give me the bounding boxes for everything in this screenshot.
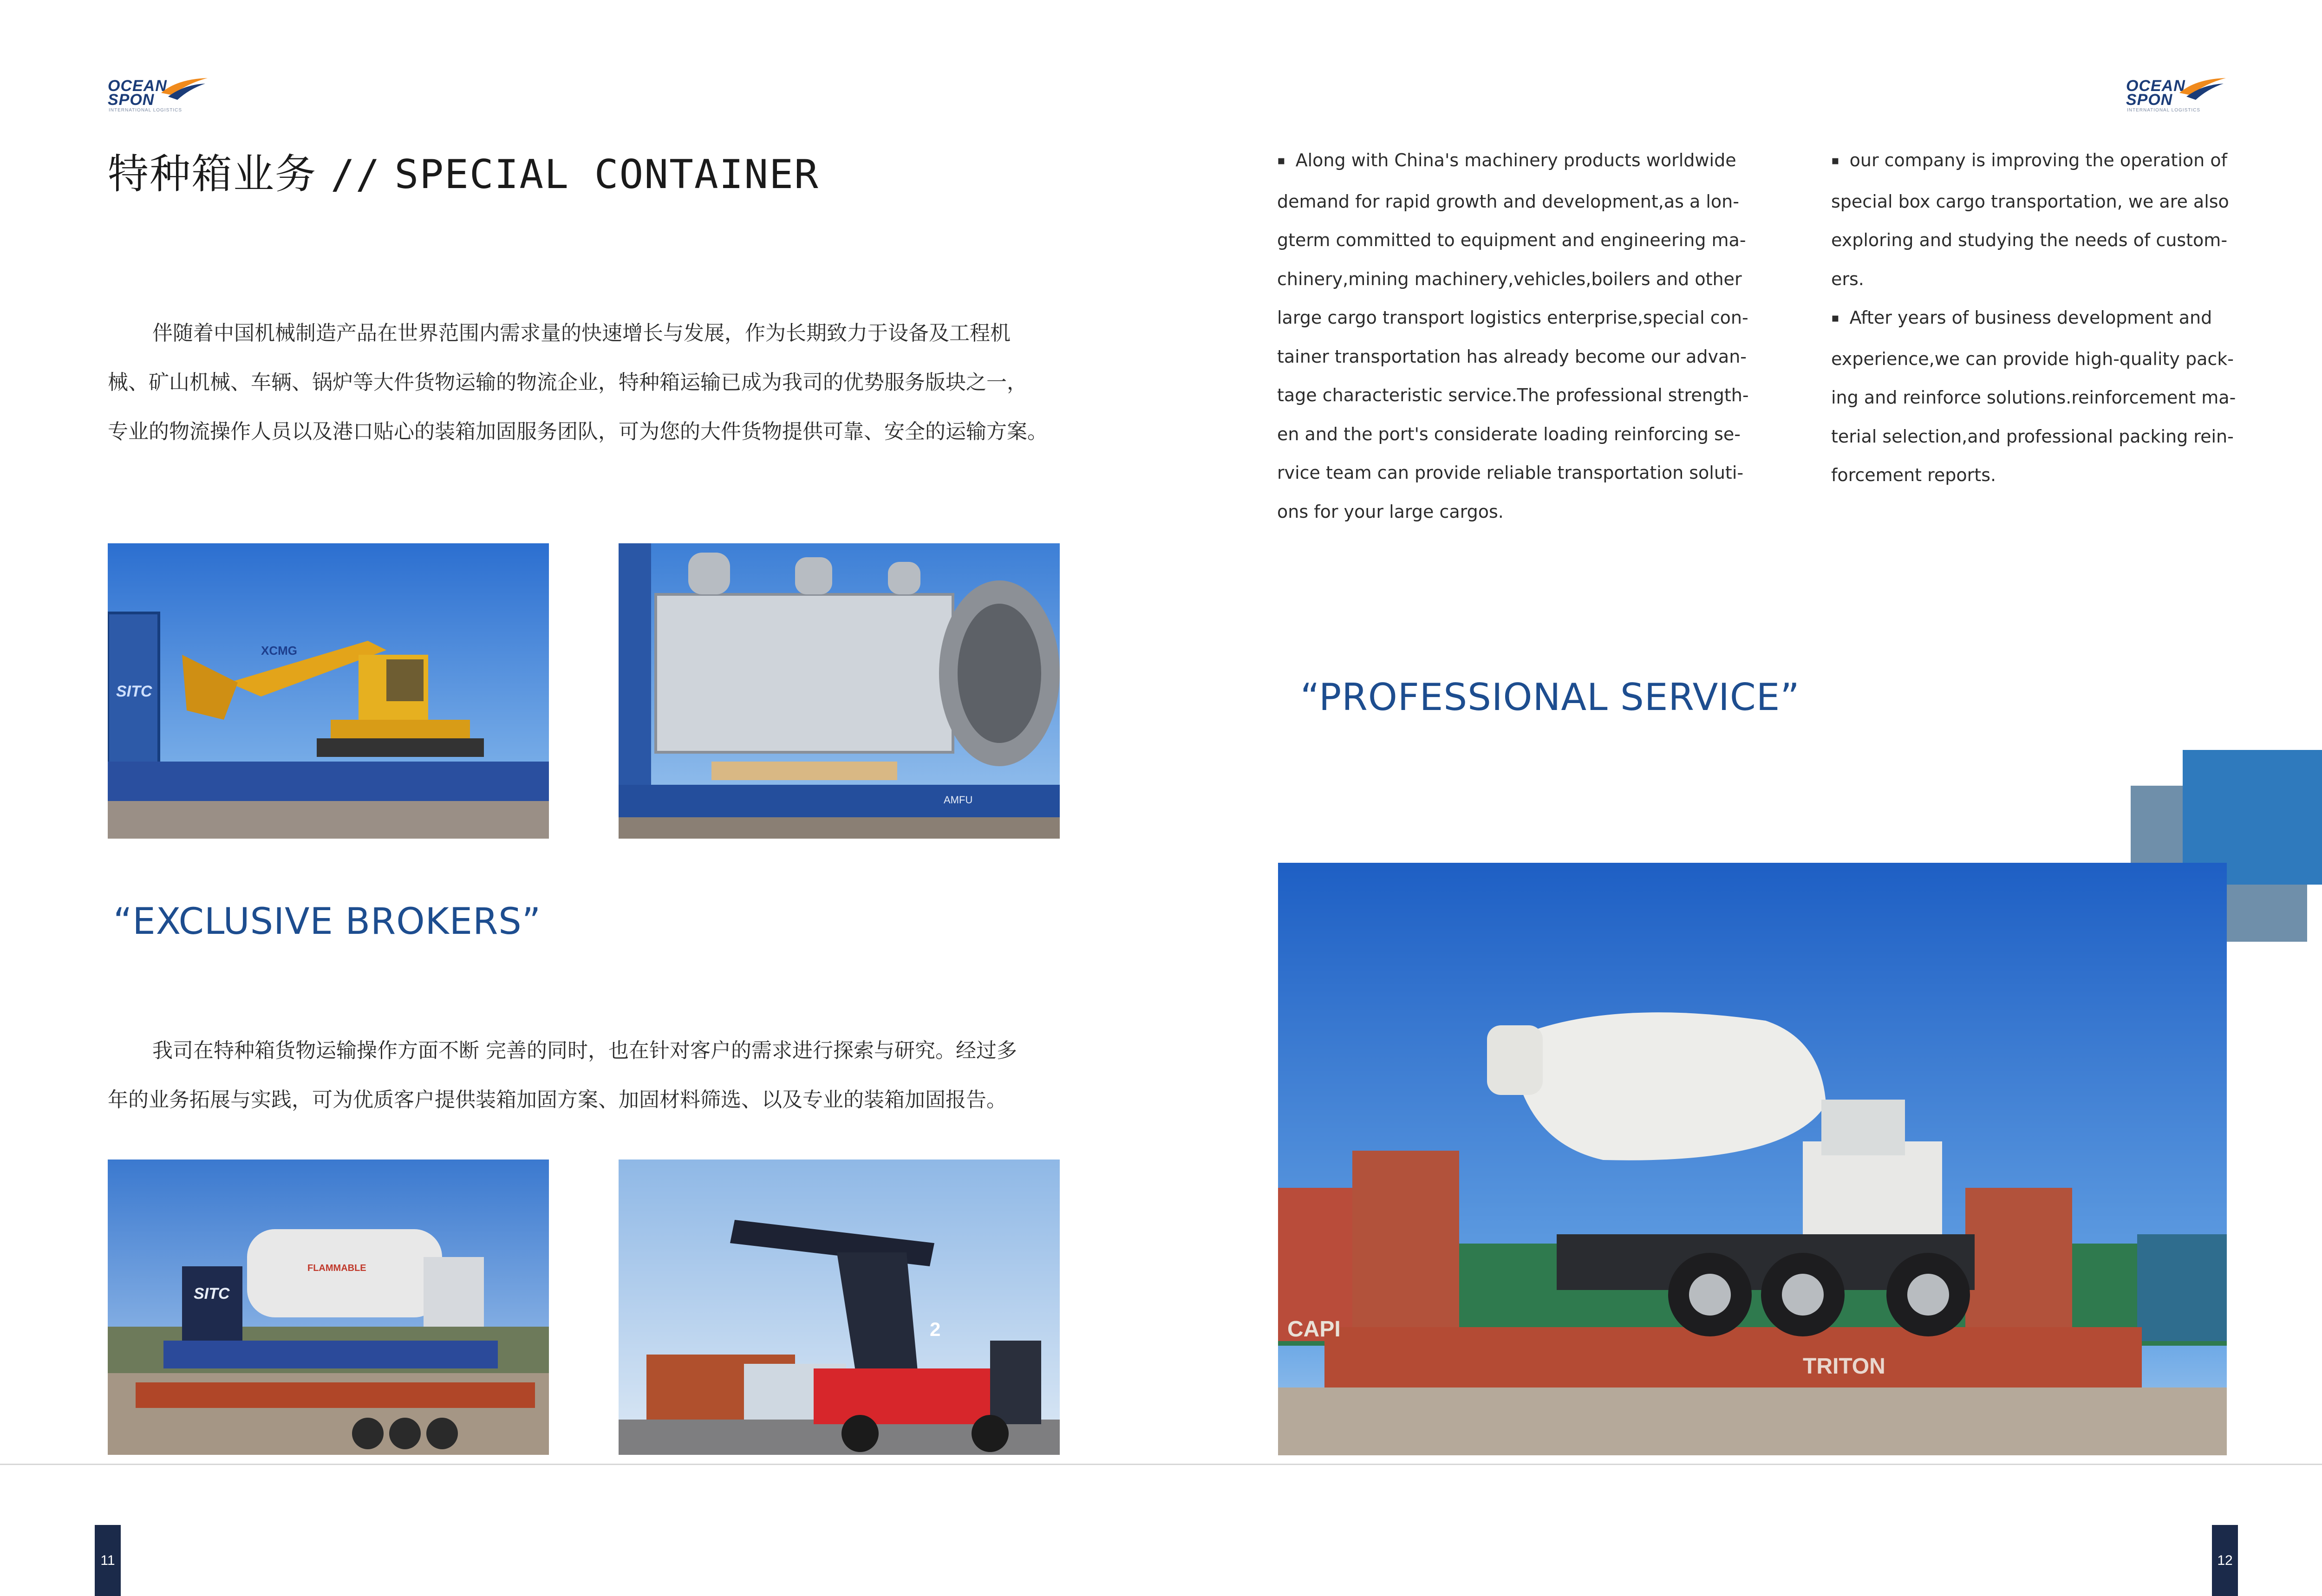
col2-line: special box cargo transportation, we are also <box>1831 191 2229 212</box>
photo-mark: FLAMMABLE <box>307 1263 366 1273</box>
page-title-separator: // <box>331 151 381 198</box>
photo-tanker-truck <box>108 1160 549 1455</box>
intro-paragraph-cn <box>108 309 1064 456</box>
photo-mark: TRITON <box>1803 1354 1885 1379</box>
page-number-right: 12 <box>2212 1525 2238 1596</box>
col1-line: tainer transportation has already become our advan- <box>1277 346 1747 367</box>
logo-word-bottom: SPON <box>108 91 155 109</box>
logo-swoosh-icon <box>159 74 210 102</box>
photo-mark: AMFU <box>944 794 973 806</box>
english-column-2 <box>1831 141 2240 495</box>
col2-line: ing and reinforce solutions.reinforcement ma- <box>1831 387 2236 408</box>
col1-line: gterm committed to equipment and engineering ma- <box>1277 230 1746 250</box>
heading-professional-service: “PROFESSIONAL SERVICE” <box>1300 676 1800 719</box>
col1-line: tage characteristic service.The professional strength- <box>1277 385 1749 405</box>
col2-line: experience,we can provide high-quality pack- <box>1831 348 2234 369</box>
photo-excavator <box>108 543 549 839</box>
photo-mark: XCMG <box>261 644 297 658</box>
col2-line: exploring and studying the needs of custom- <box>1831 230 2228 250</box>
photo-concrete-mixer <box>1278 863 2227 1455</box>
col2-line: forcement reports. <box>1831 465 1996 485</box>
oceanspon-logo-left <box>108 74 215 116</box>
photo-mark: SITC <box>194 1285 230 1303</box>
col1-line: rvice team can provide reliable transportation soluti- <box>1277 463 1744 483</box>
logo-word-top: OCEAN <box>2126 77 2185 95</box>
col1-line: large cargo transport logistics enterprise,special con- <box>1277 307 1748 328</box>
col1-line: ons for your large cargos. <box>1277 501 1504 522</box>
col2-line: ers. <box>1831 268 1864 289</box>
col1-line: chinery,mining machinery,vehicles,boilers and other <box>1277 268 1742 289</box>
photo-mark: CAPI <box>1287 1317 1341 1342</box>
page-title-cn: 特种箱业务 <box>108 150 317 198</box>
brokers-line: 年的业务拓展与实践，可为优质客户提供装箱加固方案、加固材料筛选、以及专业的装箱加固报告。 <box>108 1088 1007 1112</box>
brokers-paragraph-cn <box>108 1026 1064 1125</box>
col2-line: ▪ our company is improving the operation of <box>1831 141 2240 182</box>
photo-cylinder-equipment <box>619 543 1060 839</box>
photo-mark: SITC <box>116 683 152 700</box>
intro-line: 械、矿山机械、车辆、锅炉等大件货物运输的物流企业，特种箱运输已成为我司的优势服务版块之一， <box>108 371 1027 394</box>
logo-tagline: INTERNATIONAL LOGISTICS <box>109 108 183 113</box>
heading-exclusive-brokers: “EXCLUSIVE BROKERS” <box>113 901 541 943</box>
logo-tagline: INTERNATIONAL LOGISTICS <box>2127 108 2201 113</box>
col2-line: terial selection,and professional packing rein- <box>1831 426 2234 447</box>
page-number-left: 11 <box>95 1525 121 1596</box>
oceanspon-logo-right <box>2126 74 2233 116</box>
intro-line: 伴随着中国机械制造产品在世界范围内需求量的快速增长与发展，作为长期致力于设备及工程机 <box>152 321 1011 345</box>
logo-word-top: OCEAN <box>108 77 167 95</box>
col2-line: ▪ After years of business development and <box>1831 299 2240 340</box>
logo-word-bottom: SPON <box>2126 91 2173 109</box>
photo-mark: 2 <box>930 1318 941 1340</box>
photo-reach-stacker <box>619 1160 1060 1455</box>
footer-rule <box>0 1464 2322 1465</box>
col1-line: en and the port's considerate loading reinforcing se- <box>1277 423 1741 444</box>
page-title <box>108 142 819 200</box>
col1-line: demand for rapid growth and development,as a lon- <box>1277 191 1739 212</box>
logo-swoosh-icon <box>2177 74 2228 102</box>
intro-line: 专业的物流操作人员以及港口贴心的装箱加固服务团队，可为您的大件货物提供可靠、安全的运输方案。 <box>108 420 1048 443</box>
col1-line: ▪ Along with China's machinery products worldwide <box>1277 141 1760 182</box>
page-title-en: SPECIAL CONTAINER <box>394 151 819 198</box>
brokers-line: 我司在特种箱货物运输操作方面不断 完善的同时，也在针对客户的需求进行探索与研究。经过多 <box>152 1039 1017 1062</box>
english-column-1 <box>1277 141 1760 531</box>
